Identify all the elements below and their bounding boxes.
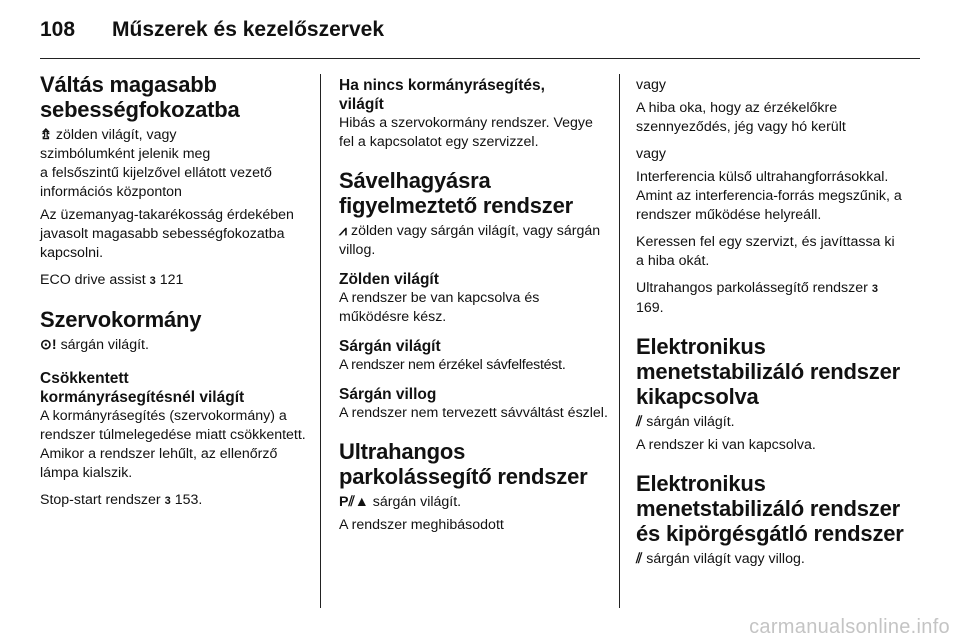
para-eco-ref: ECO drive assist 3 121 <box>40 271 310 291</box>
para-or-2: vagy <box>636 146 666 162</box>
para-no-assist: Hibás a szervokormány rendszer. Vegye fel a kapcsolatot egy szervizzel. <box>339 115 593 150</box>
para-dirt: A hiba oka, hogy az érzékelőkre szennyeződés, jég vagy hó került <box>636 100 846 135</box>
para-reduced-assist: A kormányrásegítés (szervokormány) a rendszer túlmelegedése miatt csökkentett. Amikor a rendszer lehűlt, az ellenőrző lámpa kialszik. <box>40 408 306 481</box>
subheading-reduced-assist: Csökkentett kormányrásegítésnél világít <box>40 370 245 406</box>
esc-off-icon: ⫽ <box>636 414 643 430</box>
para-upshift-1: ⇯ zölden világít, vagy szimbólumként jelenik meg a felsőszintű kijelzővel ellátott vezető információs központon <box>40 127 272 200</box>
para-stop-start-ref: Stop-start rendszer 3 153. <box>40 491 310 511</box>
page-number: 108 <box>40 18 76 41</box>
page-ref-icon: 3 <box>149 275 156 287</box>
column-3 <box>636 72 906 577</box>
subheading-green: Zölden világít <box>339 271 439 288</box>
heading-lane-departure: Sávelhagyásra figyelmeztető rendszer <box>339 168 574 218</box>
page-ref-icon: 3 <box>871 283 878 295</box>
column-divider-1 <box>320 74 321 608</box>
subheading-yellow: Sárgán világít <box>339 338 441 355</box>
upshift-icon: ⇯ <box>40 127 52 143</box>
heading-power-steering: Szervokormány <box>40 307 202 332</box>
para-interference: Interferencia külső ultrahangforrásokkal. Amint az interferencia-forrás megszűnik, a rendszer működése helyreáll. <box>636 169 902 223</box>
header-rule <box>40 58 920 59</box>
para-park-1: P⫽▲ sárgán világít. <box>339 494 462 510</box>
steering-warning-icon: ⊙! <box>40 337 57 353</box>
para-service: Keressen fel egy szervizt, és javíttassa ki a hiba okát. <box>636 234 895 269</box>
para-yellow: A rendszer nem érzékel sávfelfestést. <box>339 357 566 373</box>
column-1 <box>40 72 310 519</box>
page-ref-icon: 3 <box>164 495 171 507</box>
para-esc-off-1: ⫽ sárgán világít. <box>636 414 735 430</box>
para-esc-off-2: A rendszer ki van kapcsolva. <box>636 437 816 453</box>
para-upshift-2: Az üzemanyag-takarékosság érdekében javasolt magasabb sebességfokozatba kapcsolni. <box>40 207 294 261</box>
heading-upshift: Váltás magasabb sebességfokozatba <box>40 72 240 122</box>
para-flash: A rendszer nem tervezett sávváltást észlel. <box>339 405 608 421</box>
column-2 <box>339 72 609 543</box>
para-esc-tc: ⫽ sárgán világít vagy villog. <box>636 551 805 567</box>
watermark: carmanualsonline.info <box>749 616 950 638</box>
column-divider-2 <box>619 74 620 608</box>
page-header <box>40 18 920 52</box>
para-or-1: vagy <box>636 77 666 93</box>
chapter-title: Műszerek és kezelőszervek <box>112 18 385 41</box>
park-assist-icon: P⫽▲ <box>339 494 369 510</box>
heading-park-assist: Ultrahangos parkolássegítő rendszer <box>339 439 588 489</box>
subheading-flash: Sárgán villog <box>339 386 437 403</box>
para-park-ref: Ultrahangos parkolássegítő rendszer 3 169. <box>636 280 878 316</box>
lane-departure-icon: ⩘ <box>339 223 348 239</box>
heading-esc-off: Elektronikus menetstabilizáló rendszer kikapcsolva <box>636 334 900 409</box>
para-lane: ⩘ zölden vagy sárgán világít, vagy sárgán villog. <box>339 223 601 258</box>
subheading-no-assist: Ha nincs kormányrásegítés, világít <box>339 77 545 113</box>
para-park-2: A rendszer meghibásodott <box>339 517 504 533</box>
para-steering: ⊙! sárgán világít. <box>40 337 149 353</box>
esc-icon: ⫽ <box>636 551 643 567</box>
heading-esc-tc: Elektronikus menetstabilizáló rendszer és kipörgésgátló rendszer <box>636 471 904 546</box>
para-green: A rendszer be van kapcsolva és működésre kész. <box>339 290 540 325</box>
